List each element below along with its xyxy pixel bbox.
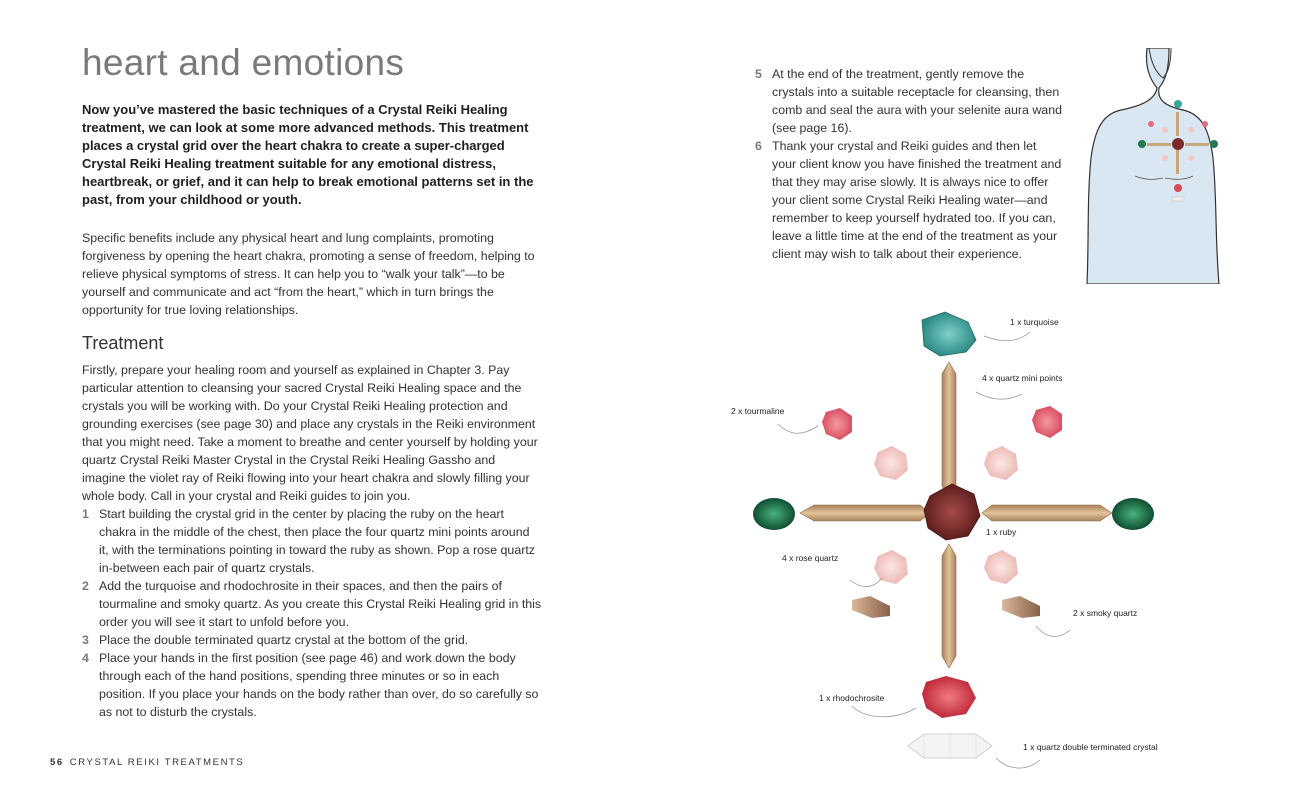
mini-tourmaline xyxy=(1210,140,1218,148)
step-text: At the end of the treatment, gently remove the crystals into a suitable receptacle for cleansing, then comb and seal the aura with your selenite aura wand (see page 16). xyxy=(772,67,1062,135)
tourmaline-left xyxy=(753,498,795,530)
mini-turquoise xyxy=(1174,100,1182,108)
rose-quartz-tl xyxy=(874,446,908,480)
section-name: CRYSTAL REIKI TREATMENTS xyxy=(69,757,245,768)
step-item xyxy=(82,631,542,649)
steps-list-left xyxy=(82,505,542,721)
intro-paragraph: Now you’ve mastered the basic techniques of a Crystal Reiki Healing treatment, we can look at some more advanced methods. This treatment places a crystal grid over the heart chakra to create a super-charged Crystal Reiki Healing treatment suitable for any emotional distress, heartbreak, or grief, and it can help to break emotional patterns set in the past, from your childhood or youth. xyxy=(82,102,534,207)
mini-rose xyxy=(1162,155,1168,161)
label-turquoise: 1 x turquoise xyxy=(1010,317,1059,327)
step-item xyxy=(82,577,542,631)
pink-crystal-right xyxy=(1032,406,1062,438)
mini-pink xyxy=(1148,121,1154,127)
rhodochrosite-stone xyxy=(922,676,976,718)
step-text: Place the double terminated quartz crystal at the bottom of the grid. xyxy=(99,633,469,647)
mini-point xyxy=(1176,150,1179,174)
leader-arrow xyxy=(778,424,818,433)
rose-quartz-tr xyxy=(984,446,1018,480)
smoky-quartz-right xyxy=(1002,596,1040,618)
steps-list-right xyxy=(755,65,1063,263)
leader-arrow xyxy=(996,758,1040,768)
quartz-point-left xyxy=(800,505,930,521)
mini-clear-quartz xyxy=(1172,197,1184,201)
treatment-heading: Treatment xyxy=(82,333,164,353)
treatment-paragraph: Firstly, prepare your healing room and yourself as explained in Chapter 3. Pay particular attention to cleansing your sacred Crystal Reiki Healing space and the crystals you will be working with. Do your Crystal Reiki Healing protection and grounding exercises (see page 30) and place any crystals in the Reiki environment that you might need. Take a moment to breathe and center yourself by holding your quartz Crystal Reiki Master Crystal in the Crystal Reiki Healing Gassho and imagine the violet ray of Reiki flowing into your heart chakra and slowly filling your whole body. Call in your crystal and Reiki guides to join you. xyxy=(82,363,538,503)
page-title: heart and emotions xyxy=(82,42,405,83)
step-number: 3 xyxy=(82,633,89,647)
leader-arrow xyxy=(984,332,1030,341)
mini-rhodochrosite xyxy=(1174,184,1182,192)
step-item xyxy=(82,649,542,721)
mini-point xyxy=(1185,143,1209,146)
mini-rose xyxy=(1188,155,1194,161)
quartz-point-top xyxy=(942,362,956,496)
smoky-quartz-left xyxy=(852,596,890,618)
mini-tourmaline xyxy=(1138,140,1146,148)
mini-rose xyxy=(1188,127,1194,133)
quartz-point-right xyxy=(982,505,1112,521)
step-text: Thank your crystal and Reiki guides and then let your client know you have finished the treatment and that they may arise slowly. It is always nice to offer your client some Crystal Reiki Healing water—and remember to keep yourself hydrated too. If you can, leave a little time at the end of the treatment as your client may wish to talk about their experience. xyxy=(772,139,1062,261)
label-rhodochrosite: 1 x rhodochrosite xyxy=(819,693,885,703)
mini-rose xyxy=(1162,127,1168,133)
leader-arrow xyxy=(850,578,882,587)
mini-point xyxy=(1176,112,1179,136)
mini-pink xyxy=(1202,121,1208,127)
label-quartz-mini-points: 4 x quartz mini points xyxy=(982,373,1063,383)
step-item xyxy=(755,137,1063,263)
body-illustration xyxy=(1085,48,1225,284)
pink-crystal-left xyxy=(822,408,852,440)
step-item xyxy=(82,505,542,577)
body-silhouette xyxy=(1087,48,1219,284)
step-item xyxy=(755,65,1063,137)
tourmaline-right xyxy=(1112,498,1154,530)
step-text: Place your hands in the first position (see page 46) and work down the body through each of the hand positions, spending three minutes or so in each position. If you place your hands on the body rather than over, do so carefully so as not to disturb the crystals. xyxy=(99,651,539,719)
ruby-stone xyxy=(924,484,980,540)
benefits-paragraph: Specific benefits include any physical heart and lung complaints, promoting forgiveness by opening the heart chakra, promoting a sense of freedom, helping to relieve physical symptoms of stress. It can help you to “walk your talk”—to be yourself and communicate and act “from the heart,” which in turn brings the opportunity for true loving relationships. xyxy=(82,231,535,317)
page-footer xyxy=(50,757,244,768)
step-text: Start building the crystal grid in the center by placing the ruby on the heart chakra in the middle of the chest, then place the four quartz mini points around it, with the terminations pointing in toward the ruby as shown. Pop a rose quartz in-between each pair of quartz crystals. xyxy=(99,507,535,575)
crystal-grid-diagram xyxy=(740,300,1210,780)
page-number: 56 xyxy=(50,757,64,768)
mini-point xyxy=(1147,143,1171,146)
label-tourmaline: 2 x tourmaline xyxy=(731,406,785,416)
label-rose-quartz: 4 x rose quartz xyxy=(782,553,839,563)
step-number: 4 xyxy=(82,651,89,665)
step-number: 6 xyxy=(755,139,762,153)
rose-quartz-br xyxy=(984,550,1018,584)
label-smoky-quartz: 2 x smoky quartz xyxy=(1073,608,1138,618)
label-ruby: 1 x ruby xyxy=(986,527,1017,537)
label-double-terminated-quartz: 1 x quartz double terminated crystal xyxy=(1023,742,1158,752)
step-text: Add the turquoise and rhodochrosite in their spaces, and then the pairs of tourmaline and smoky quartz. As you create this Crystal Reiki Healing grid in this order you will see it start to unfold before you. xyxy=(99,579,542,629)
turquoise-stone xyxy=(922,312,976,356)
step-number: 2 xyxy=(82,579,89,593)
rose-quartz-bl xyxy=(874,550,908,584)
leader-arrow xyxy=(1036,626,1070,636)
step-number: 5 xyxy=(755,67,762,81)
leader-arrow xyxy=(852,706,916,717)
leader-arrow xyxy=(976,392,1022,399)
step-number: 1 xyxy=(82,507,89,521)
quartz-point-bottom xyxy=(942,544,956,668)
mini-ruby xyxy=(1172,138,1184,150)
